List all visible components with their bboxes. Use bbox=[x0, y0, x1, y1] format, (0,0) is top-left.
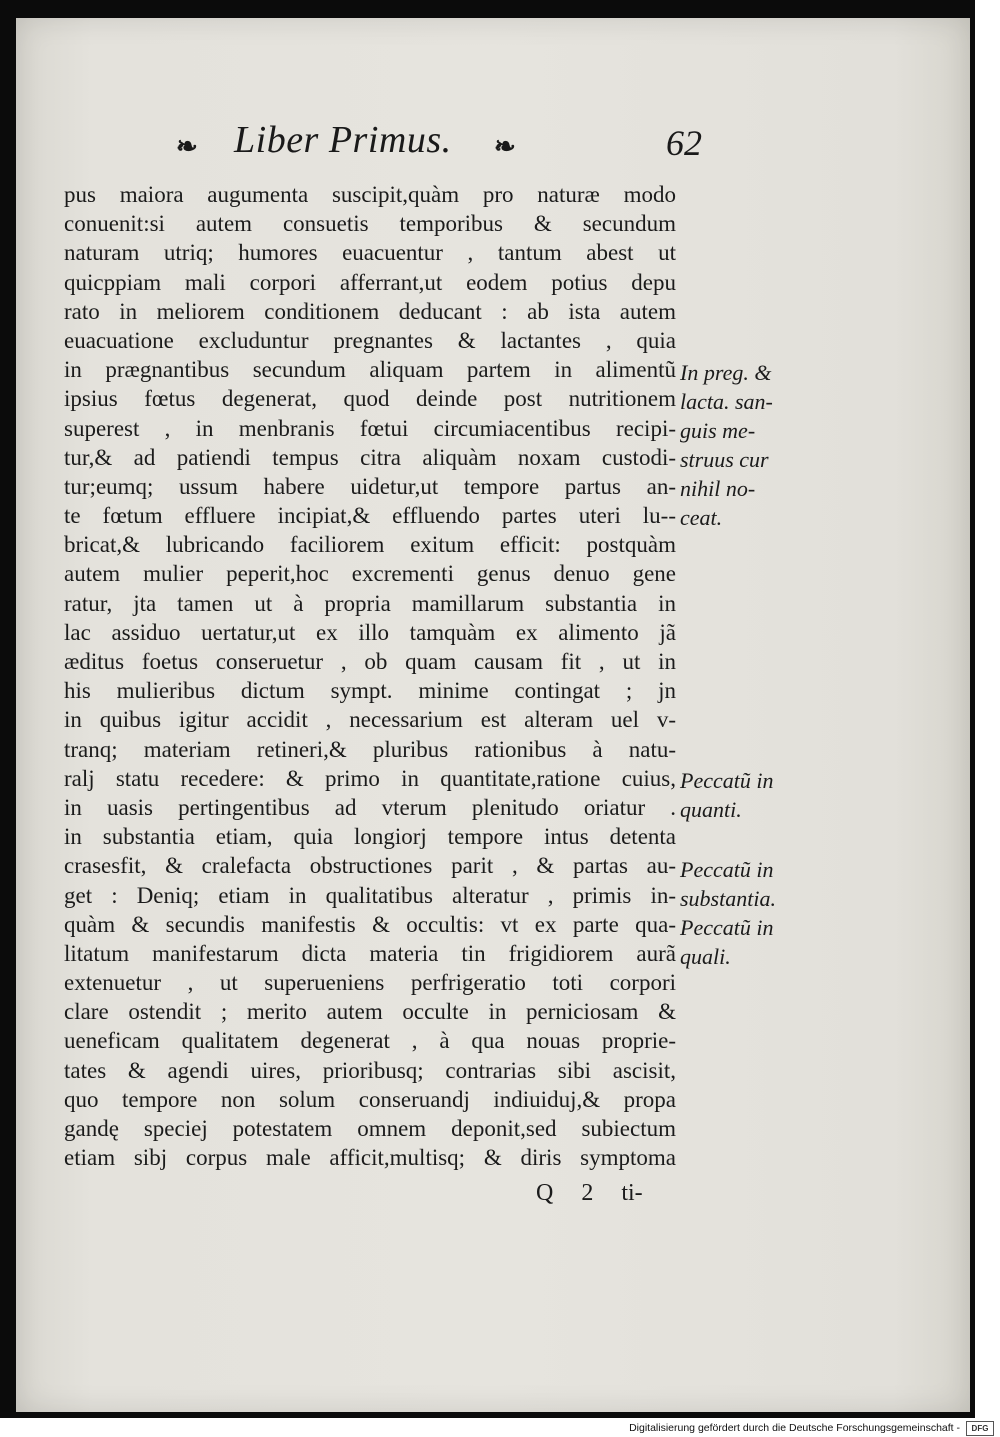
text-line: bricat,& lubricando faciliorem exitum efficit: postquàm bbox=[64, 532, 676, 558]
text-line: euacuatione excluduntur pregnantes & lactantes , quia bbox=[64, 327, 676, 353]
signature-line bbox=[536, 1180, 666, 1207]
margin-note-line: In preg. & bbox=[680, 360, 772, 385]
margin-note-line: ceat. bbox=[680, 505, 723, 530]
text-line: his mulieribus dictum sympt. minime contingat ; jn bbox=[64, 678, 676, 704]
text-line: æditus foetus conseruetur , ob quam causam fit , ut in bbox=[64, 649, 676, 674]
text-line: in uasis pertingentibus ad vterum plenitudo oriatur . bbox=[64, 794, 676, 820]
text-line: conuenit:si autem consuetis temporibus & secundum bbox=[64, 211, 676, 237]
page-number: 62 bbox=[666, 123, 702, 163]
text-line: quàm & secundis manifestis & occultis: vt ex parte qua- bbox=[64, 911, 676, 937]
margin-note-line: substantia. bbox=[680, 886, 776, 911]
dfg-logo: DFG bbox=[966, 1421, 994, 1436]
margin-note-line: quanti. bbox=[680, 797, 742, 822]
signature-mark: Q bbox=[536, 1180, 554, 1206]
text-line: quo tempore non solum conseruandj indiuiduj,& propa bbox=[64, 1086, 676, 1112]
text-line: naturam utriq; humores euacuentur , tantum abest ut bbox=[64, 240, 676, 266]
margin-note-line: Peccatũ in bbox=[680, 915, 774, 940]
text-line: tates & agendi uires, prioribusq; contrarias sibi ascisit, bbox=[64, 1057, 676, 1083]
text-line: get : Deniq; etiam in qualitatibus alteratur , primis in- bbox=[64, 882, 676, 908]
signature-number: 2 bbox=[581, 1180, 594, 1206]
margin-note-line: Peccatũ in bbox=[680, 857, 774, 882]
margin-note-line: quali. bbox=[680, 944, 731, 969]
text-line: crasesfit, & cralefacta obstructiones parit , & partas au- bbox=[64, 853, 676, 879]
text-line: litatum manifestarum dicta materia tin frigidiorem aurã bbox=[64, 940, 676, 966]
margin-note bbox=[680, 913, 820, 971]
catchword: ti- bbox=[621, 1180, 643, 1206]
margin-note-line: Peccatũ in bbox=[680, 768, 774, 793]
running-title: Liber Primus. bbox=[234, 119, 452, 161]
book-page bbox=[16, 18, 970, 1412]
margin-note-line: lacta. san- bbox=[680, 389, 773, 414]
text-line: te fœtum effluere incipiat,& effluendo partes uteri lu-- bbox=[64, 503, 676, 529]
margin-note bbox=[680, 358, 820, 532]
text-line: rato in meliorem conditionem deducant : ab ista autem bbox=[64, 298, 676, 324]
text-line: quicppiam mali corpori afferrant,ut eodem potius depu bbox=[64, 269, 676, 295]
text-line: pus maiora augumenta suscipit,quàm pro naturæ modo bbox=[64, 182, 676, 207]
fleuron-ornament-icon: ❧ bbox=[494, 132, 516, 161]
margin-note-line: guis me- bbox=[680, 418, 756, 443]
digitization-credit: Digitalisierung gefördert durch die Deutsche Forschungsgemeinschaft - bbox=[629, 1422, 960, 1434]
text-line: clare ostendit ; merito autem occulte in perniciosam & bbox=[64, 999, 676, 1025]
margin-note bbox=[680, 766, 820, 824]
text-line: ralj statu recedere: & primo in quantitate,ratione cuius, bbox=[64, 765, 676, 791]
margin-note-line: nihil no- bbox=[680, 476, 756, 501]
text-line: superest , in menbranis fœtui circumiacentibus recipi- bbox=[64, 415, 676, 441]
text-line: autem mulier peperit,hoc excrementi genus denuo gene bbox=[64, 561, 676, 587]
fleuron-ornament-icon: ❧ bbox=[176, 132, 198, 161]
text-line: lac assiduo uertatur,ut ex illo tamquàm ex alimento jã bbox=[64, 619, 676, 645]
text-line: tur;eumq; ussum habere uidetur,ut tempore partus an- bbox=[64, 473, 676, 499]
margin-note-line: struus cur bbox=[680, 447, 769, 472]
text-line: ipsius fœtus degenerat, quod deinde post nutritionem bbox=[64, 386, 676, 412]
text-line: etiam sibj corpus male afficit,multisq; & diris symptoma bbox=[64, 1145, 676, 1171]
text-line: in prægnantibus secundum aliquam partem in alimentũ bbox=[64, 357, 676, 383]
text-line: gandę speciej potestatem omnem deponit,sed subiectum bbox=[64, 1116, 676, 1141]
text-line: tur,& ad patiendi tempus citra aliquàm noxam custodi- bbox=[64, 444, 676, 470]
running-header bbox=[176, 118, 736, 174]
text-line: extenuetur , ut superueniens perfrigeratio toti corpori bbox=[64, 970, 676, 996]
text-line: ratur, jta tamen ut à propria mamillarum substantia in bbox=[64, 590, 676, 616]
body-text-column bbox=[64, 180, 676, 1172]
margin-note bbox=[680, 855, 820, 913]
text-line: tranq; materiam retineri,& pluribus rationibus à natu- bbox=[64, 736, 676, 762]
text-line: ueneficam qualitatem degenerat , à qua nouas proprie- bbox=[64, 1028, 676, 1054]
text-line: in substantia etiam, quia longiorj tempore intus detenta bbox=[64, 824, 676, 850]
text-line: in quibus igitur accidit , necessarium est alteram uel v- bbox=[64, 707, 676, 733]
